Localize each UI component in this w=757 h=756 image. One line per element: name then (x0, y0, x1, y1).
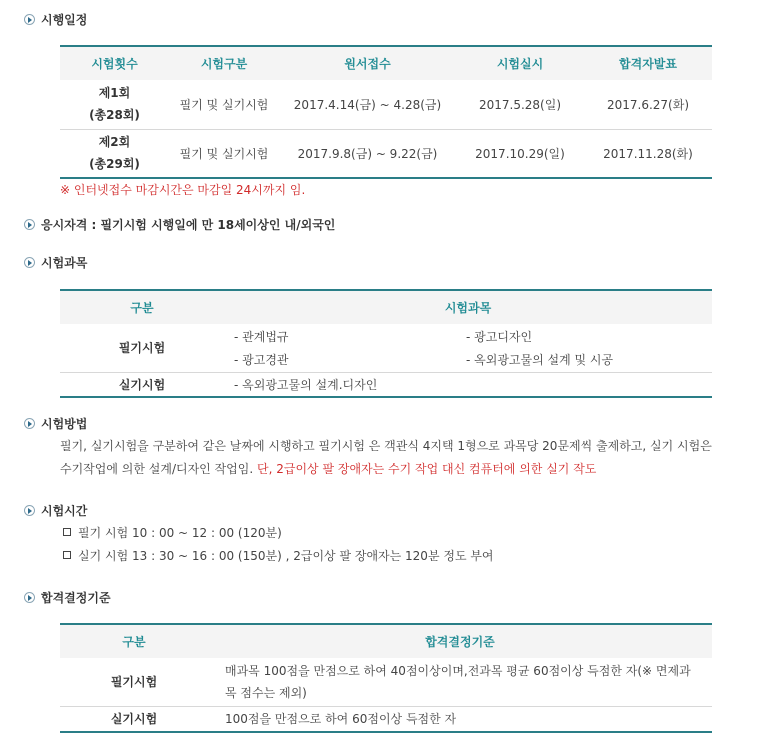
round-cell: 제2회 (총29회) (89, 135, 140, 172)
exam-cell: 2017.10.29(일) (475, 146, 565, 161)
section-title-criteria: 합격결정기준 (24, 589, 111, 606)
subject-item: - 광고경관 (224, 348, 456, 372)
header-exam: 시험실시 (456, 46, 584, 80)
list-item: 필기 시험 10 : 00 ~ 12 : 00 (120분) (63, 522, 494, 545)
header-category: 구분 (60, 290, 224, 324)
type-cell: 필기 및 실기시험 (169, 80, 279, 129)
section-bullet-icon (24, 505, 35, 516)
section-bullet-icon (24, 219, 35, 230)
subject-item: - 옥외광고물의 설계.디자인 (234, 377, 378, 392)
table-header-row (60, 624, 712, 658)
table-row (60, 706, 712, 732)
section-bullet-icon (24, 418, 35, 429)
exam-cell: 2017.5.28(일) (456, 80, 584, 129)
subject-item: - 옥외광고물의 설계 및 시공 (456, 348, 712, 372)
application-cell: 2017.9.8(금) ~ 9.22(금) (297, 146, 438, 161)
header-criteria: 합격결정기준 (208, 624, 712, 658)
type-cell: 필기 및 실기시험 (179, 146, 269, 161)
written-label: 필기시험 (60, 658, 208, 706)
announce-cell: 2017.6.27(화) (584, 80, 712, 129)
section-title-subjects: 시험과목 (24, 254, 87, 271)
table-row (60, 658, 712, 706)
deadline-note: ※ 인터넷접수 마감시간은 마감일 24시까지 임. (60, 183, 306, 197)
table-row (60, 129, 712, 178)
section-title-schedule: 시행일정 (24, 11, 87, 28)
section-title-time: 시험시간 (24, 502, 87, 519)
method-description: 필기, 실기시험을 구분하여 같은 날짜에 시행하고 필기시험 은 객관식 4지택 1형으로 과목당 20문제씩 출제하고, 실기 시험은 수기작업에 의한 설계/디자인 작업임. 단, 2급이상 팔 장애자는 수기 작업 대신 컴퓨터에 의한 실기 작도 (60, 439, 712, 476)
section-bullet-icon (24, 14, 35, 25)
table-row (60, 372, 712, 397)
header-announce: 합격자발표 (584, 46, 712, 80)
table-row (60, 80, 712, 129)
practical-label: 실기시험 (118, 377, 166, 392)
schedule-table (60, 45, 712, 179)
practical-label: 실기시험 (110, 712, 158, 727)
table-row (60, 324, 712, 348)
criteria-text: 매과목 100점을 만점으로 하여 40점이상이며,전과목 평균 60점이상 득점한 자(※ 면제과 목 점수는 제외) (208, 658, 712, 706)
header-category: 구분 (60, 624, 208, 658)
round-cell: 제1회 (총28회) (60, 80, 169, 129)
subject-item: - 광고디자인 (466, 329, 533, 344)
written-label: 필기시험 (60, 324, 224, 372)
subjects-table (60, 289, 712, 398)
section-title-method: 시험방법 (24, 415, 87, 432)
section-bullet-icon (24, 257, 35, 268)
square-bullet-icon (63, 551, 71, 559)
header-round: 시험횟수 (60, 46, 169, 80)
table-header-row (60, 290, 712, 324)
list-item: 실기 시험 13 : 30 ~ 16 : 00 (150분) , 2급이상 팔 장애자는 120분 정도 부여 (63, 545, 494, 568)
time-list (63, 522, 494, 568)
subject-item: - 관계법규 (234, 329, 289, 344)
header-type: 시험구분 (169, 46, 279, 80)
criteria-table (60, 623, 712, 733)
table-header-row (60, 46, 712, 80)
header-application: 원서접수 (279, 46, 456, 80)
section-title-qualification: 응시자격 : 필기시험 시행일에 만 18세이상인 내/외국인 (24, 216, 335, 233)
header-subjects: 시험과목 (224, 290, 712, 324)
application-cell: 2017.4.14(금) ~ 4.28(금) (279, 80, 456, 129)
section-bullet-icon (24, 592, 35, 603)
criteria-text: 100점을 만점으로 하여 60점이상 득점한 자 (225, 712, 457, 727)
square-bullet-icon (63, 528, 71, 536)
announce-cell: 2017.11.28(화) (603, 146, 693, 161)
